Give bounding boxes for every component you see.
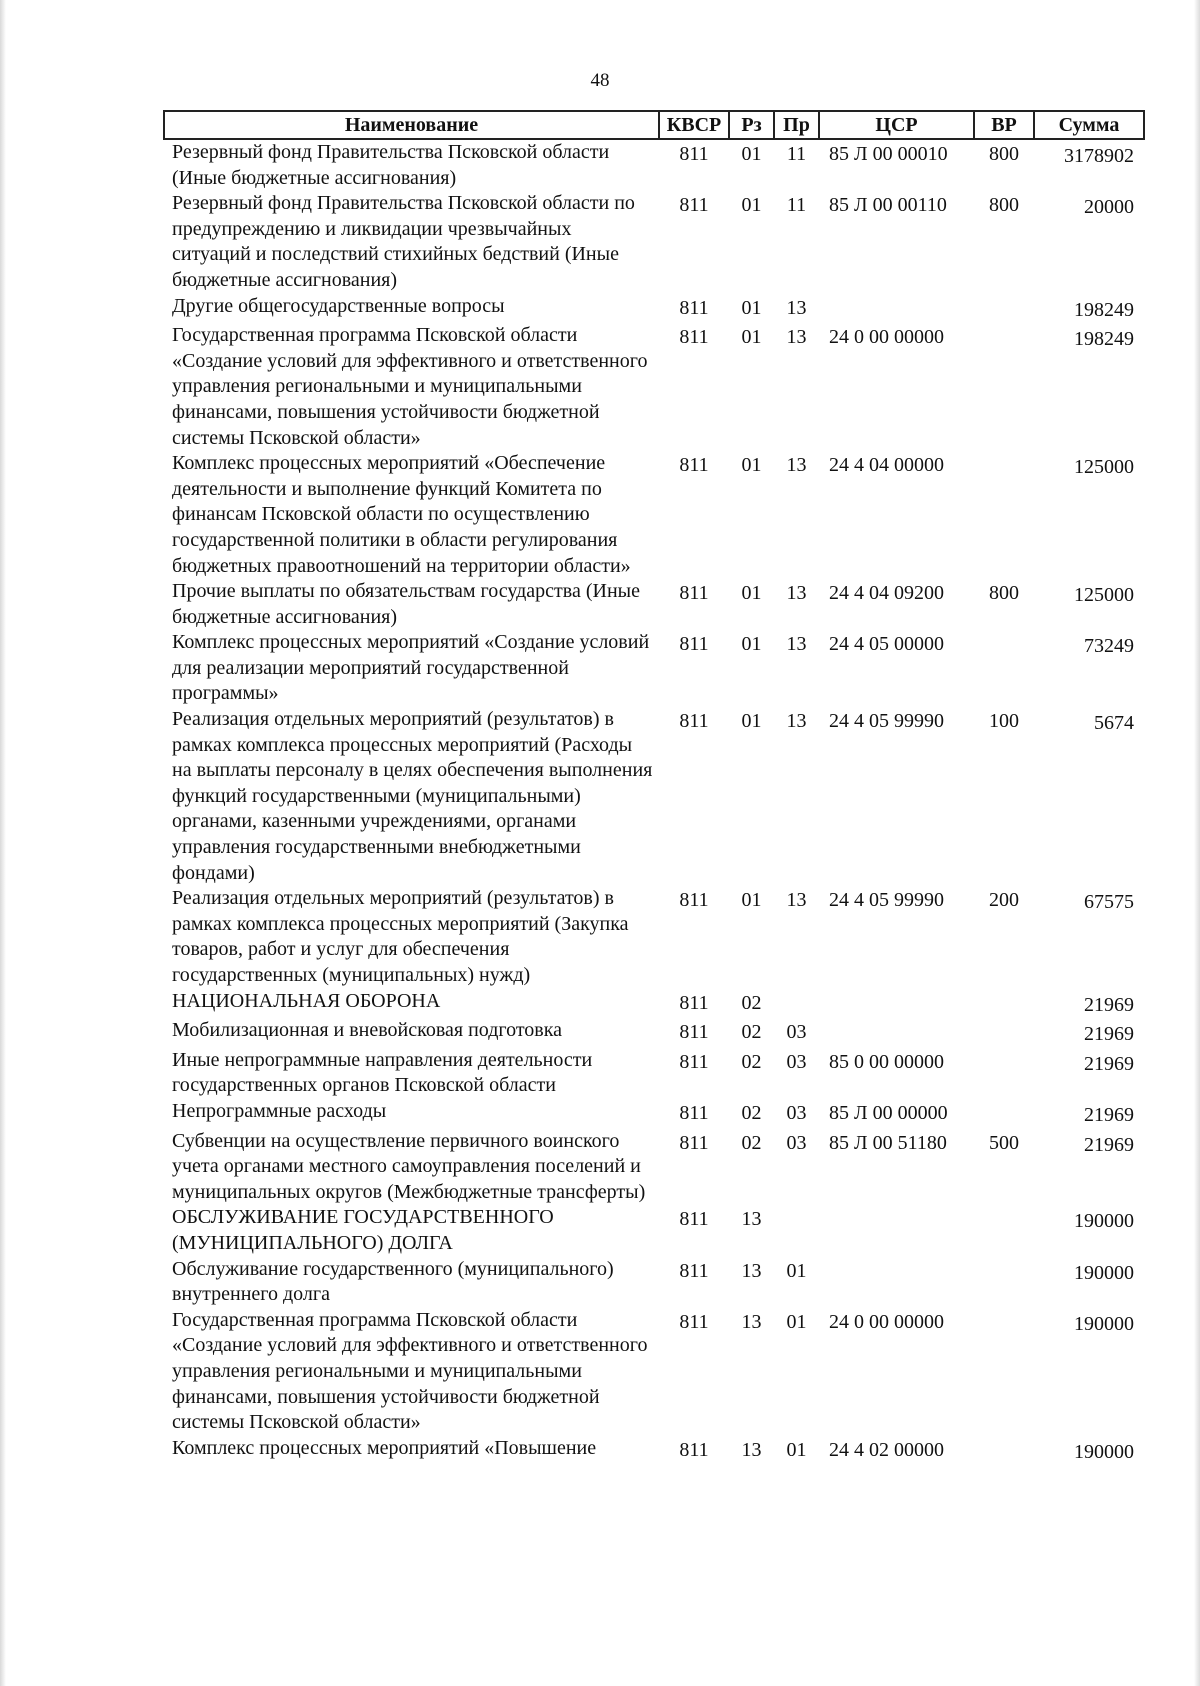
cell-rz: 13 [741,1438,762,1461]
cell-pr: 01 [786,1438,807,1461]
cell-kvsr: 811 [679,1310,709,1333]
cell-pr: 03 [786,1050,807,1073]
cell-rz: 01 [741,710,762,733]
cell-csr: 85 Л 00 00000 [829,1101,948,1124]
cell-pr: 03 [786,1131,807,1154]
cell-vr: 800 [989,143,1019,165]
cell-csr [819,1205,974,1256]
cell-name: Другие общегосударственные вопросы [172,294,505,317]
cell-name: Комплекс процессных мероприятий «Повышение [172,1436,597,1459]
scan-edge-right [1194,0,1200,1686]
cell-pr: 03 [786,1101,807,1124]
cell-csr: 24 0 00 00000 [829,326,944,349]
cell-csr: 24 4 04 00000 [829,454,944,477]
cell-kvsr: 811 [679,1208,709,1231]
cell-sum: 21969 [1084,993,1134,1016]
table-row [164,1257,1144,1308]
cell-rz: 01 [741,889,762,912]
cell-vr [974,323,1034,451]
cell-rz: 13 [741,1259,762,1282]
header-kvsr: КВСР [659,111,729,139]
cell-kvsr: 811 [679,194,709,217]
cell-pr: 11 [786,194,807,217]
cell-name: Обслуживание государственного (муниципального) внутреннего долга [172,1257,614,1306]
cell-rz: 02 [741,1101,762,1124]
table-row [164,1099,1144,1129]
cell-sum: 190000 [1074,1210,1134,1233]
cell-rz: 02 [741,991,762,1014]
cell-pr: 13 [786,296,807,319]
table-row [164,630,1144,707]
table-row [164,707,1144,886]
cell-kvsr: 811 [679,991,709,1014]
header-csr: ЦСР [819,111,974,139]
cell-kvsr: 811 [679,1050,709,1073]
cell-sum: 190000 [1074,1312,1134,1335]
cell-vr [974,451,1034,579]
cell-pr: 13 [786,454,807,477]
cell-pr: 13 [786,582,807,605]
cell-pr [774,989,819,1019]
cell-name: Комплекс процессных мероприятий «Обеспечение деятельности и выполнение функций Комитета по финансам Псковской области по осуществлению государственной политики в области регулирования бюджетных правоотношений на территории области» [172,452,631,577]
cell-kvsr: 811 [679,710,709,733]
cell-csr [819,989,974,1019]
cell-kvsr: 811 [679,889,709,912]
cell-name: Государственная программа Псковской области «Создание условий для эффективного и ответственного управления региональными и муниципальными финансами, повышения устойчивости бюджетной системы Псковской области» [172,1308,648,1434]
cell-name: Иные непрограммные направления деятельности государственных органов Псковской области [172,1048,593,1097]
cell-vr: 200 [989,889,1019,912]
cell-rz: 01 [741,582,762,605]
cell-kvsr: 811 [679,143,709,165]
table-row [164,989,1144,1019]
cell-rz: 01 [741,194,762,217]
cell-kvsr: 811 [679,1101,709,1124]
cell-kvsr: 811 [679,326,709,349]
table-row [164,139,1144,191]
table-row [164,191,1144,293]
header-pr: Пр [774,111,819,139]
cell-pr: 11 [786,143,807,165]
scan-edge-left [0,0,6,1686]
table-row [164,294,1144,324]
cell-csr: 85 Л 00 00110 [829,194,947,217]
cell-name: ОБСЛУЖИВАНИЕ ГОСУДАРСТВЕННОГО (МУНИЦИПАЛЬНОГО) ДОЛГА [172,1206,554,1254]
cell-sum: 125000 [1074,584,1134,607]
cell-name: Прочие выплаты по обязательствам государства (Иные бюджетные ассигнования) [172,580,640,628]
cell-rz: 13 [741,1310,762,1333]
cell-vr [974,1308,1034,1436]
cell-name: Резервный фонд Правительства Псковской области (Иные бюджетные ассигнования) [172,141,610,189]
cell-name: Реализация отдельных мероприятий (результатов) в рамках комплекса процессных мероприятий (Расходы на выплаты персоналу в целях обеспечения выполнения функций государственными (муниципальными) органами, казенными учреждениями, органами управления государственными внебюджетными фондами) [172,708,653,884]
cell-vr: 500 [989,1131,1019,1154]
cell-kvsr: 811 [679,582,709,605]
cell-sum: 21969 [1084,1133,1134,1156]
cell-csr: 24 4 05 00000 [829,633,944,656]
cell-sum: 198249 [1074,298,1134,321]
cell-csr: 24 4 04 09200 [829,582,944,605]
header-vr: ВР [974,111,1034,139]
cell-pr: 13 [786,326,807,349]
cell-vr [974,630,1034,707]
cell-csr: 24 0 00 00000 [829,1310,944,1333]
cell-name: Непрограммные расходы [172,1099,387,1122]
table-row [164,1205,1144,1256]
cell-name: Реализация отдельных мероприятий (результатов) в рамках комплекса процессных мероприятий (Закупка товаров, работ и услуг для обеспечения государственных (муниципальных) нужд) [172,887,629,986]
cell-sum: 125000 [1074,456,1134,479]
cell-sum: 21969 [1084,1052,1134,1075]
table-row [164,579,1144,630]
cell-csr: 24 4 05 99990 [829,710,944,733]
cell-name: Субвенции на осуществление первичного воинского учета органами местного самоуправления поселений и муниципальных округов (Межбюджетные трансферты) [172,1129,646,1203]
cell-rz: 02 [741,1021,762,1044]
cell-vr [974,1099,1034,1129]
cell-csr [819,1257,974,1308]
cell-rz: 13 [741,1208,762,1231]
cell-sum: 190000 [1074,1440,1134,1463]
cell-vr [974,1048,1034,1099]
cell-sum: 67575 [1084,891,1134,914]
cell-sum: 20000 [1084,196,1134,219]
cell-csr: 24 4 05 99990 [829,889,944,912]
table-row [164,1436,1144,1466]
cell-rz: 01 [741,326,762,349]
header-rz: Рз [729,111,774,139]
cell-kvsr: 811 [679,1438,709,1461]
table-body [164,139,1144,1465]
cell-name: Резервный фонд Правительства Псковской области по предупреждению и ликвидации чрезвычайных ситуаций и последствий стихийных бедствий (Иные бюджетные ассигнования) [172,192,635,291]
cell-vr [974,294,1034,324]
cell-pr [774,1205,819,1256]
budget-table [163,110,1145,1465]
cell-pr: 13 [786,633,807,656]
cell-rz: 02 [741,1131,762,1154]
cell-vr [974,1257,1034,1308]
cell-sum: 198249 [1074,328,1134,351]
cell-kvsr: 811 [679,1131,709,1154]
cell-name: НАЦИОНАЛЬНАЯ ОБОРОНА [172,989,441,1012]
cell-name: Государственная программа Псковской области «Создание условий для эффективного и ответственного управления региональными и муниципальными финансами, повышения устойчивости бюджетной системы Псковской области» [172,324,648,449]
cell-kvsr: 811 [679,1021,709,1044]
cell-sum: 190000 [1074,1261,1134,1284]
cell-kvsr: 811 [679,296,709,319]
cell-pr: 01 [786,1259,807,1282]
cell-vr [974,1018,1034,1048]
cell-pr: 01 [786,1310,807,1333]
table-row [164,1048,1144,1099]
cell-sum: 21969 [1084,1103,1134,1126]
cell-sum: 5674 [1094,712,1134,735]
cell-pr: 13 [786,710,807,733]
table-row [164,1129,1144,1206]
cell-rz: 01 [741,454,762,477]
cell-vr [974,989,1034,1019]
cell-sum: 73249 [1084,635,1134,658]
header-sum: Сумма [1034,111,1144,139]
cell-pr: 03 [786,1021,807,1044]
table-row [164,886,1144,988]
cell-vr: 800 [989,194,1019,217]
cell-name: Комплекс процессных мероприятий «Создание условий для реализации мероприятий государственной программы» [172,631,650,705]
cell-vr [974,1436,1034,1466]
cell-rz: 02 [741,1050,762,1073]
cell-rz: 01 [741,143,762,165]
header-row [164,111,1144,139]
table-row [164,1308,1144,1436]
cell-name: Мобилизационная и вневойсковая подготовка [172,1019,563,1042]
cell-sum: 3178902 [1064,145,1134,167]
cell-csr: 85 0 00 00000 [829,1050,944,1073]
cell-rz: 01 [741,296,762,319]
table-row [164,1018,1144,1048]
cell-rz: 01 [741,633,762,656]
cell-csr [819,1018,974,1048]
cell-vr [974,1205,1034,1256]
cell-kvsr: 811 [679,1259,709,1282]
page-number: 48 [590,70,610,91]
cell-csr [819,294,974,324]
cell-csr: 85 Л 00 00010 [829,143,948,165]
cell-sum: 21969 [1084,1023,1134,1046]
cell-csr: 85 Л 00 51180 [829,1131,947,1154]
table-row [164,323,1144,451]
cell-vr: 100 [989,710,1019,733]
header-name: Наименование [164,111,659,139]
cell-kvsr: 811 [679,633,709,656]
cell-csr: 24 4 02 00000 [829,1438,944,1461]
cell-kvsr: 811 [679,454,709,477]
table-row [164,451,1144,579]
cell-vr: 800 [989,582,1019,605]
table-header [164,111,1144,139]
cell-pr: 13 [786,889,807,912]
